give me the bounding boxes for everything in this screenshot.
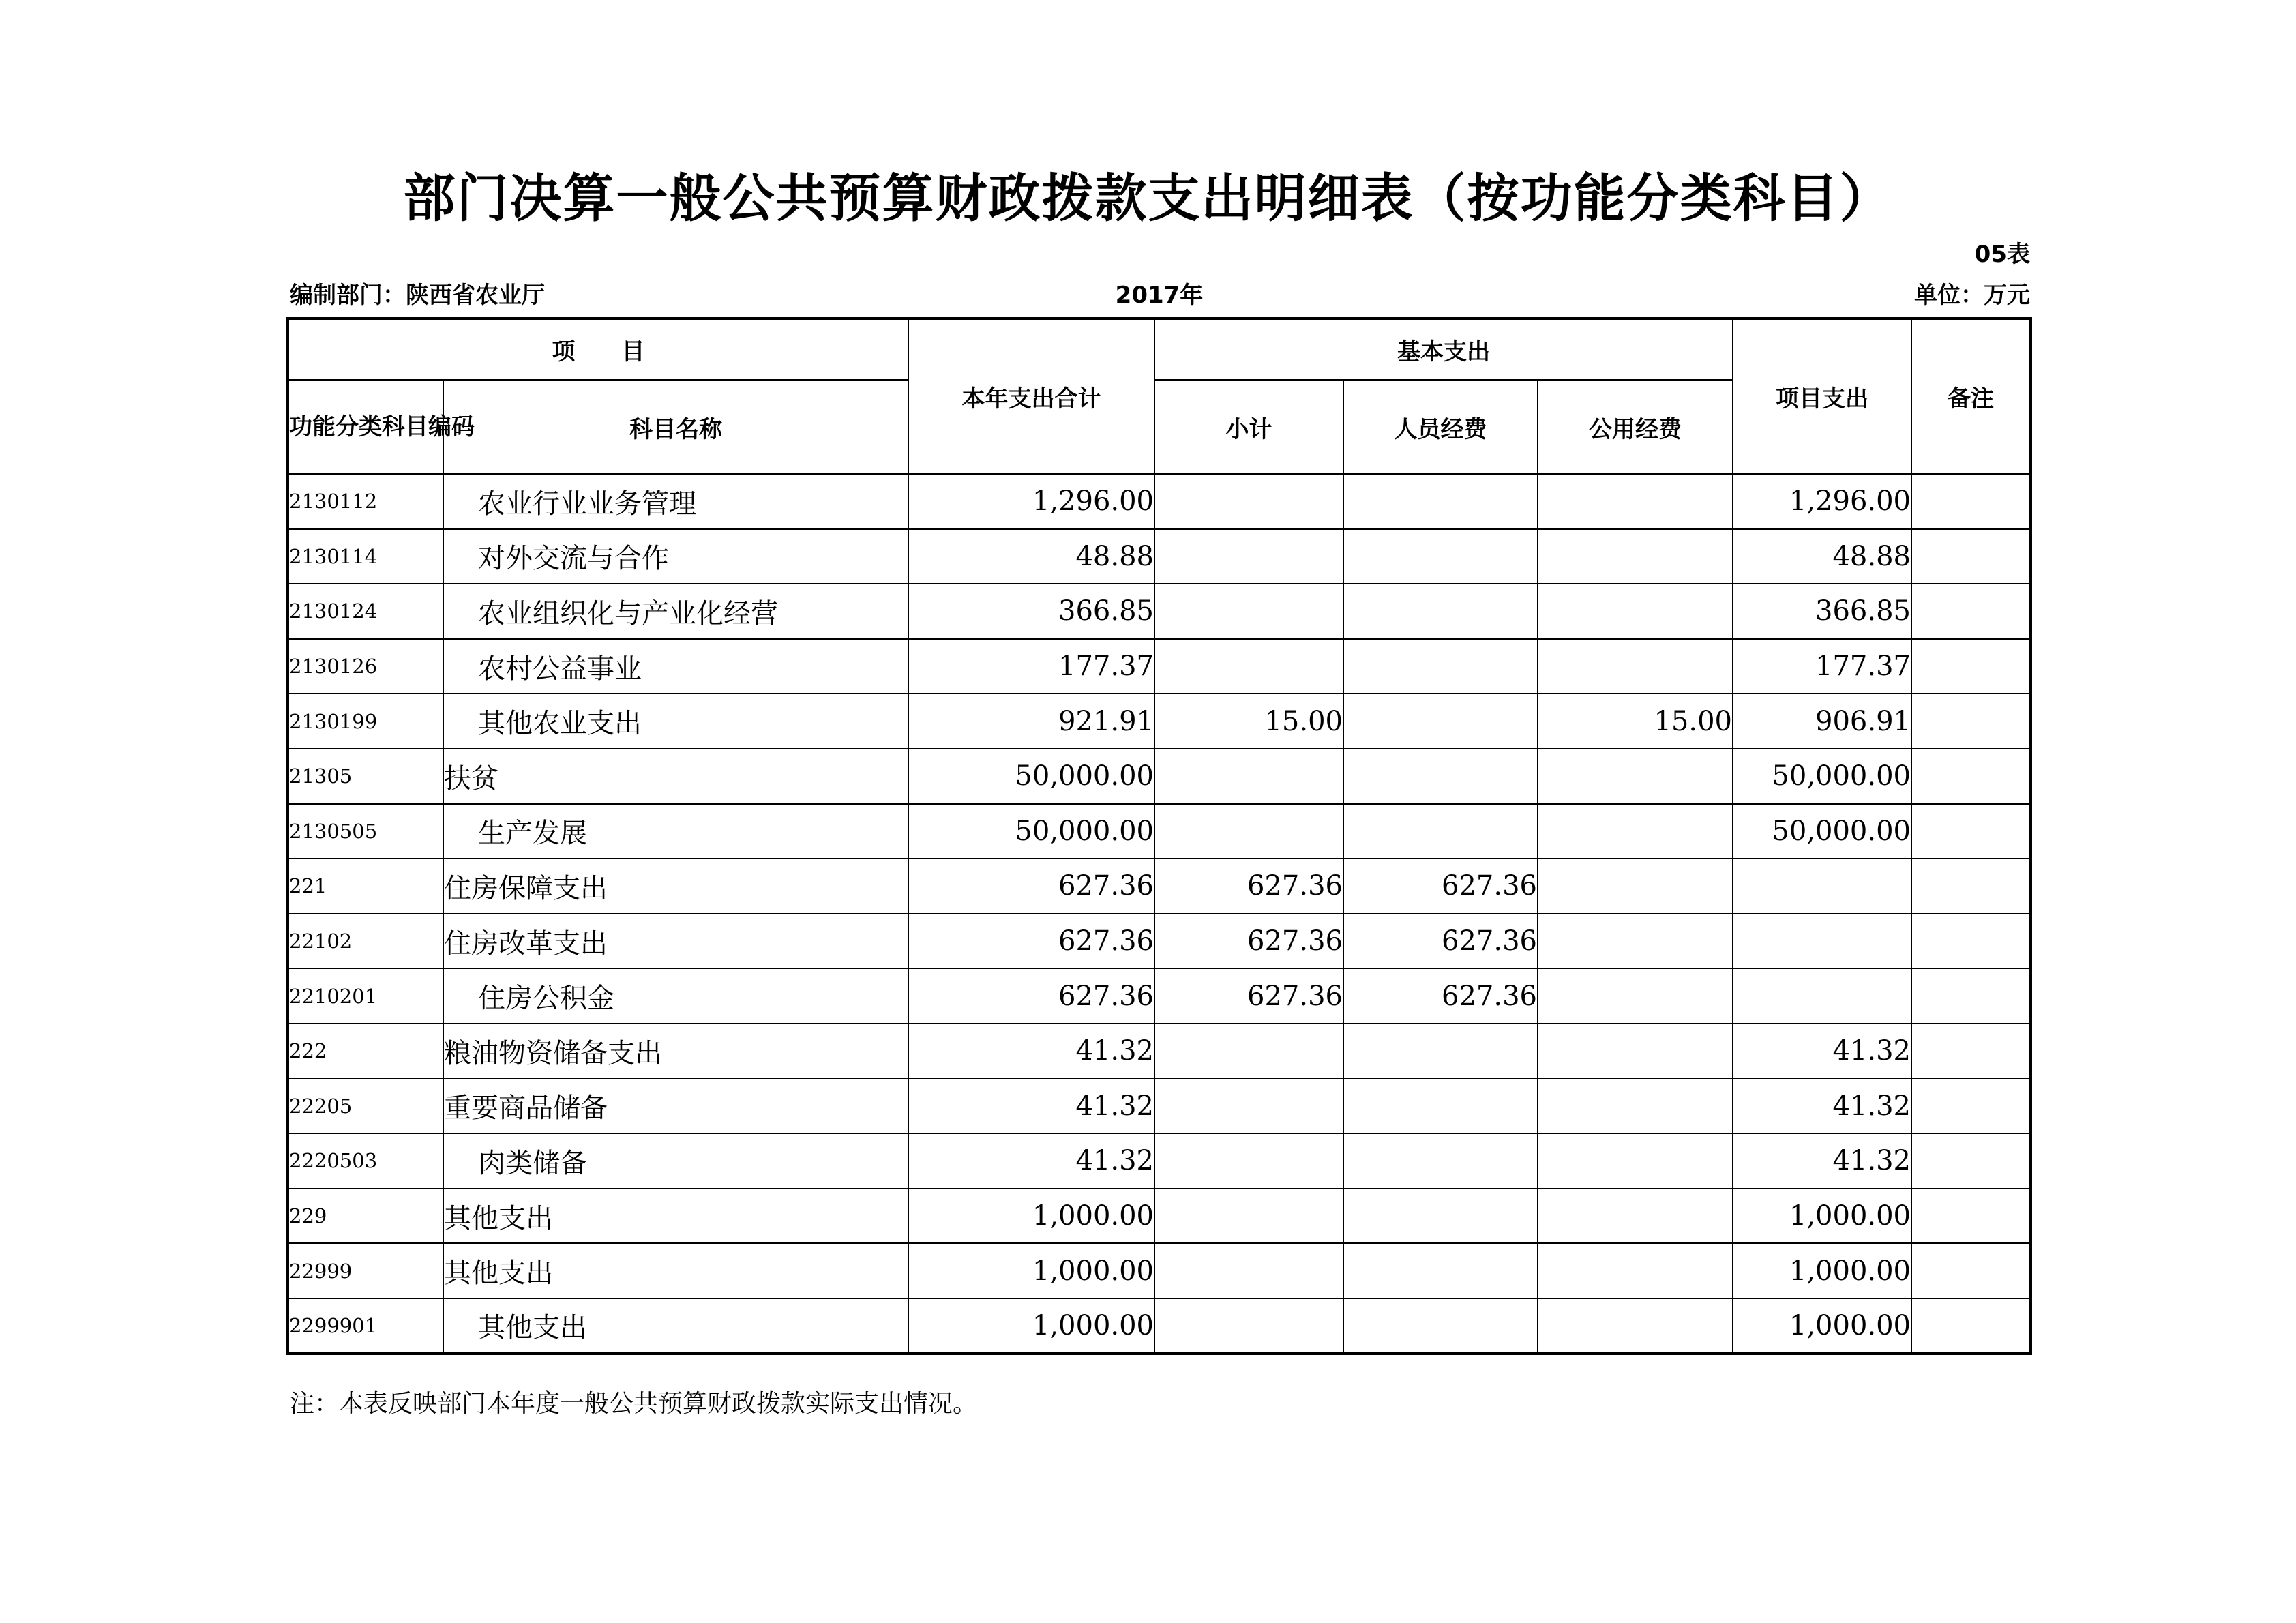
name-cell: 其他支出	[443, 1298, 908, 1354]
project-cell: 1,000.00	[1733, 1189, 1911, 1244]
remark-cell	[1911, 1079, 2031, 1134]
remark-cell	[1911, 694, 2031, 749]
public-cell	[1538, 1024, 1733, 1079]
project-cell: 50,000.00	[1733, 749, 1911, 804]
remark-cell	[1911, 968, 2031, 1024]
personnel-cell: 627.36	[1343, 914, 1538, 969]
personnel-cell	[1343, 1079, 1538, 1134]
subtotal-cell: 15.00	[1154, 694, 1343, 749]
table-row	[288, 1079, 2031, 1134]
remark-cell	[1911, 529, 2031, 584]
table-row	[288, 1189, 2031, 1244]
personnel-cell: 627.36	[1343, 859, 1538, 914]
personnel-cell	[1343, 804, 1538, 859]
remark-cell	[1911, 804, 2031, 859]
public-cell	[1538, 1298, 1733, 1354]
table-row	[288, 694, 2031, 749]
footnote: 注：本表反映部门本年度一般公共预算财政拨款实际支出情况。	[290, 1390, 978, 1418]
subtotal-cell	[1154, 639, 1343, 694]
public-cell	[1538, 968, 1733, 1024]
project-cell: 1,000.00	[1733, 1298, 1911, 1354]
name-cell: 粮油物资储备支出	[443, 1024, 908, 1079]
table-row	[288, 749, 2031, 804]
public-cell	[1538, 1133, 1733, 1189]
remark-cell	[1911, 639, 2031, 694]
table-row	[288, 584, 2031, 639]
name-cell: 农业行业业务管理	[443, 474, 908, 529]
project-cell: 41.32	[1733, 1079, 1911, 1134]
subtotal-cell	[1154, 1024, 1343, 1079]
header-personnel: 人员经费	[1343, 380, 1538, 474]
remark-cell	[1911, 1298, 2031, 1354]
total-cell: 1,000.00	[908, 1243, 1154, 1298]
code-cell: 2130114	[288, 529, 443, 584]
code-cell: 22102	[288, 914, 443, 969]
code-cell: 221	[288, 859, 443, 914]
total-cell: 1,000.00	[908, 1189, 1154, 1244]
name-cell: 生产发展	[443, 804, 908, 859]
department-label: 编制部门：陕西省农业厅	[290, 282, 545, 309]
code-cell: 21305	[288, 749, 443, 804]
subtotal-cell	[1154, 1189, 1343, 1244]
remark-cell	[1911, 584, 2031, 639]
personnel-cell	[1343, 1243, 1538, 1298]
subtotal-cell	[1154, 1133, 1343, 1189]
code-cell: 2210201	[288, 968, 443, 1024]
name-cell: 对外交流与合作	[443, 529, 908, 584]
header-subtotal: 小计	[1154, 380, 1343, 474]
project-cell: 906.91	[1733, 694, 1911, 749]
header-total: 本年支出合计	[908, 318, 1154, 474]
year-label: 2017年	[1115, 282, 1204, 309]
table-row	[288, 1024, 2031, 1079]
code-cell: 22999	[288, 1243, 443, 1298]
table-row	[288, 1243, 2031, 1298]
personnel-cell	[1343, 1024, 1538, 1079]
public-cell	[1538, 1079, 1733, 1134]
project-cell	[1733, 914, 1911, 969]
total-cell: 50,000.00	[908, 749, 1154, 804]
personnel-cell	[1343, 694, 1538, 749]
remark-cell	[1911, 1024, 2031, 1079]
project-cell: 41.32	[1733, 1133, 1911, 1189]
remark-cell	[1911, 859, 2031, 914]
name-cell: 重要商品储备	[443, 1079, 908, 1134]
personnel-cell	[1343, 474, 1538, 529]
remark-cell	[1911, 1243, 2031, 1298]
total-cell: 1,296.00	[908, 474, 1154, 529]
table-row	[288, 968, 2031, 1024]
code-cell: 2130124	[288, 584, 443, 639]
name-cell: 其他农业支出	[443, 694, 908, 749]
header-remark: 备注	[1911, 318, 2031, 474]
code-cell: 2130199	[288, 694, 443, 749]
table-row	[288, 914, 2031, 969]
public-cell	[1538, 859, 1733, 914]
subtotal-cell: 627.36	[1154, 859, 1343, 914]
personnel-cell	[1343, 584, 1538, 639]
code-cell: 22205	[288, 1079, 443, 1134]
personnel-cell	[1343, 1298, 1538, 1354]
total-cell: 41.32	[908, 1133, 1154, 1189]
table-row	[288, 1133, 2031, 1189]
project-cell: 48.88	[1733, 529, 1911, 584]
personnel-cell	[1343, 1189, 1538, 1244]
subtotal-cell	[1154, 804, 1343, 859]
code-cell: 2130505	[288, 804, 443, 859]
form-number: 05表	[1974, 241, 2030, 268]
subtotal-cell: 627.36	[1154, 968, 1343, 1024]
project-cell: 366.85	[1733, 584, 1911, 639]
header-basic: 基本支出	[1154, 318, 1733, 380]
total-cell: 627.36	[908, 859, 1154, 914]
remark-cell	[1911, 474, 2031, 529]
personnel-cell	[1343, 529, 1538, 584]
public-cell	[1538, 804, 1733, 859]
project-cell: 1,296.00	[1733, 474, 1911, 529]
remark-cell	[1911, 1189, 2031, 1244]
total-cell: 50,000.00	[908, 804, 1154, 859]
name-cell: 肉类储备	[443, 1133, 908, 1189]
table-row	[288, 859, 2031, 914]
total-cell: 921.91	[908, 694, 1154, 749]
subtotal-cell	[1154, 584, 1343, 639]
expenditure-table	[286, 317, 2032, 1355]
total-cell: 1,000.00	[908, 1298, 1154, 1354]
personnel-cell	[1343, 749, 1538, 804]
total-cell: 48.88	[908, 529, 1154, 584]
total-cell: 177.37	[908, 639, 1154, 694]
project-cell	[1733, 968, 1911, 1024]
name-cell: 住房公积金	[443, 968, 908, 1024]
header-public: 公用经费	[1538, 380, 1733, 474]
code-cell: 2220503	[288, 1133, 443, 1189]
public-cell	[1538, 914, 1733, 969]
total-cell: 627.36	[908, 968, 1154, 1024]
code-cell: 2130112	[288, 474, 443, 529]
code-cell: 2130126	[288, 639, 443, 694]
total-cell: 41.32	[908, 1079, 1154, 1134]
remark-cell	[1911, 749, 2031, 804]
subtotal-cell	[1154, 749, 1343, 804]
subtotal-cell	[1154, 1243, 1343, 1298]
total-cell: 41.32	[908, 1024, 1154, 1079]
table-row	[288, 804, 2031, 859]
name-cell: 农村公益事业	[443, 639, 908, 694]
unit-label: 单位：万元	[1914, 282, 2030, 309]
name-cell: 其他支出	[443, 1189, 908, 1244]
subtotal-cell	[1154, 1079, 1343, 1134]
name-cell: 其他支出	[443, 1243, 908, 1298]
subtotal-cell	[1154, 529, 1343, 584]
subtotal-cell	[1154, 1298, 1343, 1354]
remark-cell	[1911, 914, 2031, 969]
table-row	[288, 639, 2031, 694]
name-cell: 扶贫	[443, 749, 908, 804]
public-cell	[1538, 749, 1733, 804]
table-row	[288, 1298, 2031, 1354]
public-cell	[1538, 639, 1733, 694]
name-cell: 住房改革支出	[443, 914, 908, 969]
page-title: 部门决算一般公共预算财政拨款支出明细表（按功能分类科目）	[403, 168, 1893, 228]
project-cell	[1733, 859, 1911, 914]
project-cell: 1,000.00	[1733, 1243, 1911, 1298]
total-cell: 627.36	[908, 914, 1154, 969]
personnel-cell	[1343, 639, 1538, 694]
header-project: 项目支出	[1733, 318, 1911, 474]
remark-cell	[1911, 1133, 2031, 1189]
public-cell	[1538, 529, 1733, 584]
subtotal-cell: 627.36	[1154, 914, 1343, 969]
project-cell: 177.37	[1733, 639, 1911, 694]
table-row	[288, 474, 2031, 529]
personnel-cell: 627.36	[1343, 968, 1538, 1024]
table-row	[288, 529, 2031, 584]
public-cell	[1538, 1243, 1733, 1298]
code-cell: 229	[288, 1189, 443, 1244]
public-cell	[1538, 474, 1733, 529]
public-cell: 15.00	[1538, 694, 1733, 749]
subtotal-cell	[1154, 474, 1343, 529]
personnel-cell	[1343, 1133, 1538, 1189]
header-item: 项 目	[288, 318, 908, 380]
project-cell: 50,000.00	[1733, 804, 1911, 859]
public-cell	[1538, 584, 1733, 639]
total-cell: 366.85	[908, 584, 1154, 639]
name-cell: 农业组织化与产业化经营	[443, 584, 908, 639]
code-cell: 2299901	[288, 1298, 443, 1354]
header-code: 功能分类科目编码	[288, 380, 443, 474]
project-cell: 41.32	[1733, 1024, 1911, 1079]
code-cell: 222	[288, 1024, 443, 1079]
meta-row	[290, 276, 2030, 309]
name-cell: 住房保障支出	[443, 859, 908, 914]
public-cell	[1538, 1189, 1733, 1244]
header-name: 科目名称	[443, 380, 908, 474]
